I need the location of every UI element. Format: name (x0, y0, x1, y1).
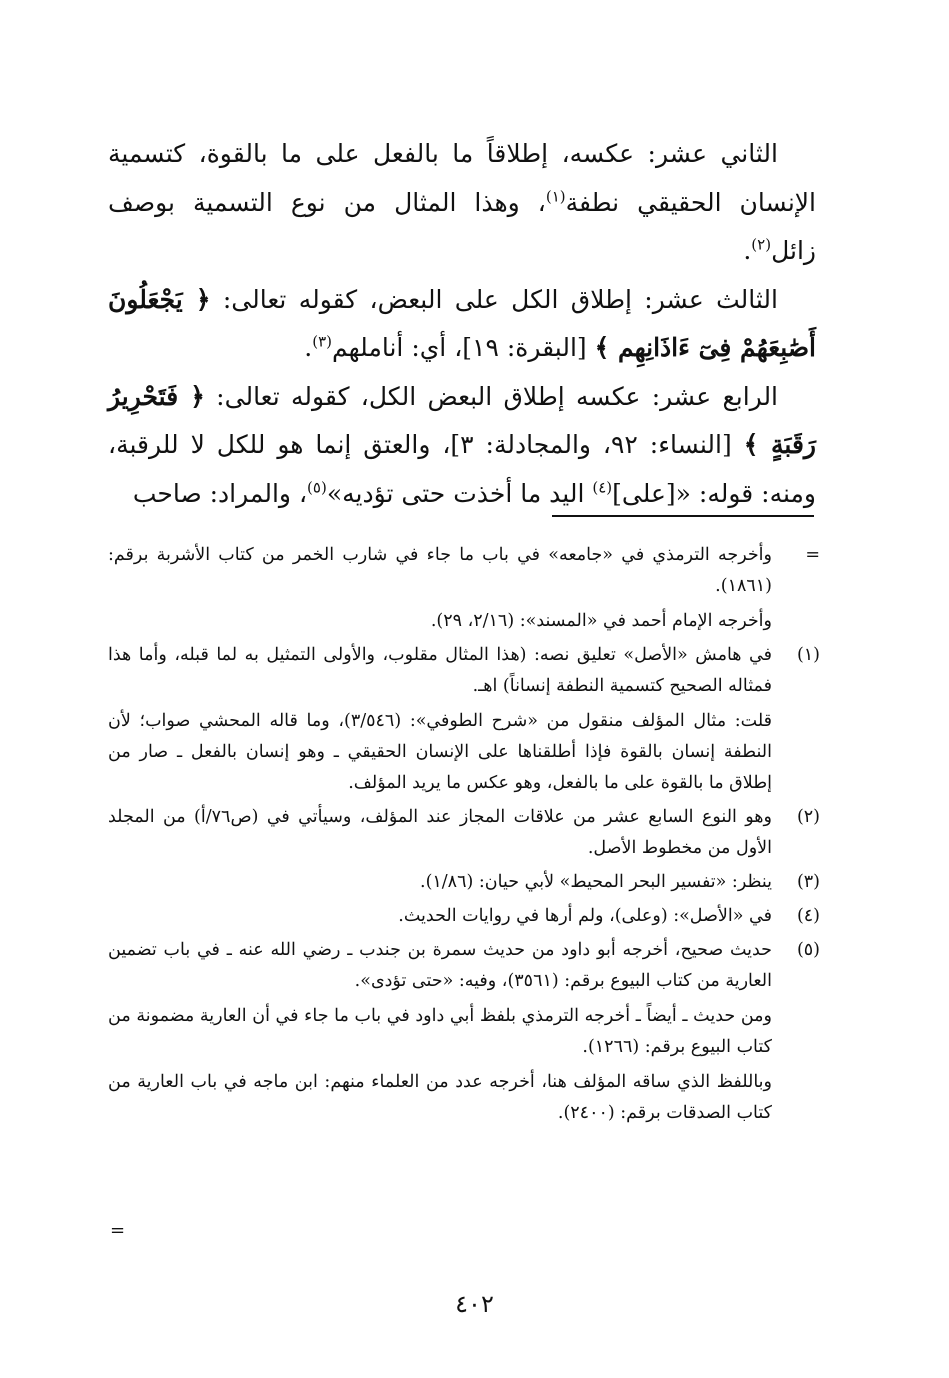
footnote-ref-3[interactable]: (٣) (312, 332, 333, 351)
footnote-text: حديث صحيح، أخرجه أبو داود من حديث سمرة بن جندب ـ رضي الله عنه ـ في باب تضمين العارية من كتاب البيوع برقم: (٣٥٦١)، وفيه: «حتى تؤدى». (108, 940, 772, 991)
footnote-separator (552, 515, 814, 517)
footnote-number: (٣) (796, 872, 820, 892)
page-number: ٤٠٢ (455, 1290, 494, 1318)
main-text (108, 130, 816, 518)
footnote-text: ومن حديث ـ أيضاً ـ أخرجه الترمذي بلفظ أبي داود في باب ما جاء في أن العارية مضمونة من كتاب البيوع برقم: (١٢٦٦). (108, 1006, 772, 1057)
paragraph-text: الرابع عشر: عكسه إطلاق البعض الكل، كقوله تعالى: (204, 381, 779, 411)
footnote-text: وأخرجه الترمذي في «جامعه» في باب ما جاء في شارب الخمر من كتاب الأشربة برقم: (١٨٦١). (108, 545, 772, 596)
paragraph-text: . (743, 236, 752, 265)
footnote-number: = (805, 545, 820, 565)
footnote-number: (١) (796, 645, 820, 665)
footnote-text: وباللفظ الذي ساقه المؤلف هنا، أخرجه عدد من العلماء منهم: ابن ماجه في باب العارية من كتاب الصدقات برقم: (٢٤٠٠). (108, 1072, 772, 1123)
footnote-text: قلت: مثال المؤلف منقول من «شرح الطوفي»: (٣/٥٤٦)، وما قاله المحشي صواب؛ لأن النطفة إنسان بالقوة فإذا أطلقناها على الإنسان الحقيقي ـ وهو إنسان بالفعل ـ صار من إطلاق ما بالقوة على ما بالفعل، وهو عكس ما يريد المؤلف. (108, 711, 772, 793)
footnote-ref-4[interactable]: (٤) (592, 478, 613, 497)
footnote-5 (108, 935, 820, 1129)
paragraph-text: [البقرة: ١٩]، أي: أناملهم (332, 333, 595, 362)
paragraph-text: الثاني عشر: عكسه، إطلاقاً ما بالفعل على ما بالقوة، كتسمية الإنسان الحقيقي نطفة (108, 139, 816, 217)
quran-verse: ﴿ فَتَحْرِيرُ رَقَبَةٍ ﴾ (108, 381, 817, 459)
footnote-1 (108, 640, 820, 799)
footnote-number: (٢) (796, 807, 820, 827)
footnote-2 (108, 802, 820, 864)
footnote-ref-1[interactable]: (١) (545, 187, 566, 206)
footnote-text: ينظر: «تفسير البحر المحيط» لأبي حيان: (١/٨٦). (420, 872, 772, 892)
footnote-continued (108, 540, 820, 637)
footnote-ref-2[interactable]: (٢) (751, 235, 772, 254)
paragraph-text: . (304, 333, 313, 362)
paragraph-13 (108, 276, 816, 373)
paragraph-14 (108, 373, 816, 519)
footnote-ref-5[interactable]: (٥) (307, 478, 327, 497)
paragraph-text: اليد ما أخذت حتى تؤديه» (326, 478, 593, 508)
footnote-text: في هامش «الأصل» تعليق نصه: (هذا المثال مقلوب، والأولى التمثيل به لما قبله، وأما هذا فمثاله الصحيح كتسمية النطفة إنساناً) اهـ. (108, 645, 772, 696)
footnote-number: (٤) (796, 906, 820, 926)
quran-verse: ﴿ يَجْعَلُونَ أَصَٰبِعَهُمْ فِىٓ ءَاذَانِهِم ﴾ (108, 284, 816, 362)
paragraph-text: الثالث عشر: إطلاق الكل على البعض، كقوله تعالى: (210, 284, 778, 314)
footnote-number: (٥) (796, 940, 820, 960)
footnote-4 (108, 901, 820, 932)
footnote-text: في «الأصل»: (وعلى)، ولم أرها في روايات الحديث. (398, 906, 772, 926)
footnotes (108, 540, 820, 1132)
continuation-mark: = (110, 1220, 126, 1241)
footnote-text: وأخرجه الإمام أحمد في «المسند»: (٢/١٦، ٢٩). (430, 611, 772, 631)
paragraph-text: ، والمراد: صاحب (132, 478, 308, 508)
footnote-text: وهو النوع السابع عشر من علاقات المجاز عند المؤلف، وسيأتي في (ص٧٦/أ) من المجلد الأول من مخطوط الأصل. (108, 807, 772, 858)
paragraph-12 (108, 130, 816, 276)
paragraph-text: [النساء: ٩٢، والمجادلة: ٣]، والعتق إنما هو للكل لا للرقبة، ومنه: قوله: «[على] (108, 430, 816, 508)
footnote-3 (108, 867, 820, 898)
paragraph-text: ، وهذا المثال من نوع التسمية بوصف زائل (108, 187, 816, 265)
